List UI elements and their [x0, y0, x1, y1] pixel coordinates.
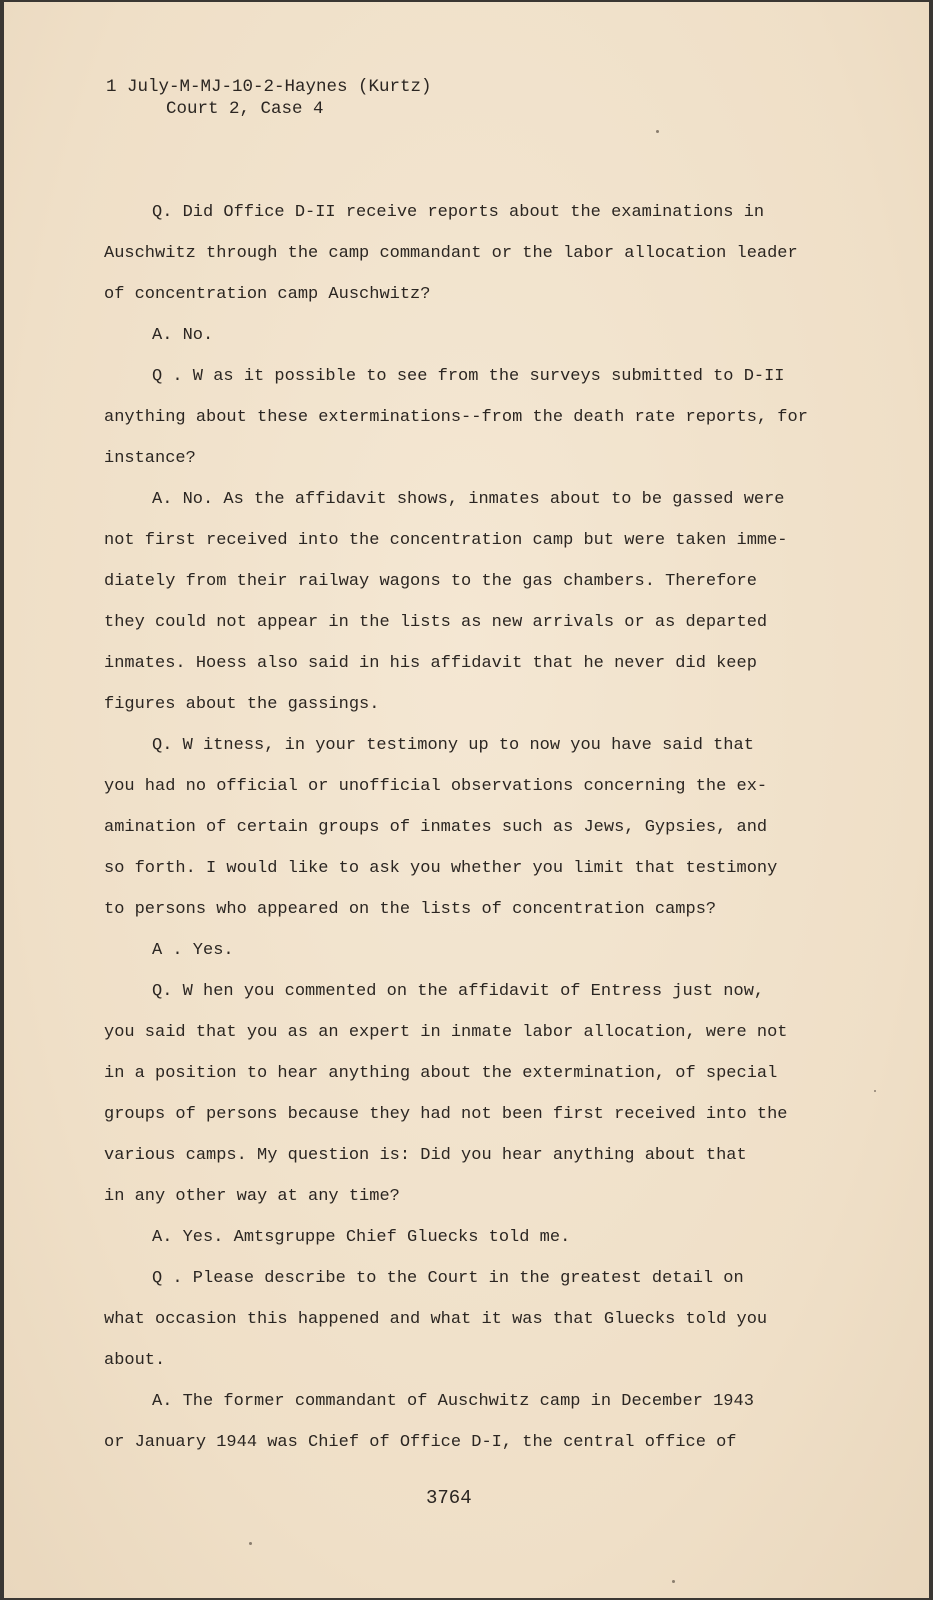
text-line: instance? [104, 449, 196, 468]
text-line: figures about the gassings. [104, 695, 380, 714]
text-line: or January 1944 was Chief of Office D-I, the central office of [104, 1433, 737, 1452]
qa-paragraph [104, 1381, 804, 1463]
text-line: A. Yes. Amtsgruppe Chief Gluecks told me. [152, 1228, 571, 1247]
qa-paragraph [104, 1258, 804, 1381]
text-line: in any other way at any time? [104, 1187, 400, 1206]
paper-speck [672, 1580, 675, 1583]
text-line: you had no official or unofficial observations concerning the ex- [104, 777, 768, 796]
document-page [4, 2, 929, 1598]
qa-paragraph [104, 356, 808, 479]
text-line: Q . W as it possible to see from the surveys submitted to D-II [152, 367, 785, 386]
text-line: what occasion this happened and what it was that Gluecks told you [104, 1310, 768, 1329]
text-line: A. The former commandant of Auschwitz camp in December 1943 [152, 1392, 754, 1411]
text-line: Auschwitz through the camp commandant or the labor allocation leader [104, 244, 798, 263]
header-line-1: 1 July-M-MJ-10-2-Haynes (Kurtz) [106, 77, 432, 97]
text-line: diately from their railway wagons to the gas chambers. Therefore [104, 572, 757, 591]
paper-speck [249, 1542, 252, 1545]
text-line: Q . Please describe to the Court in the greatest detail on [152, 1269, 744, 1288]
paper-speck [874, 1090, 876, 1092]
text-line: you said that you as an expert in inmate labor allocation, were not [104, 1023, 788, 1042]
qa-paragraph [104, 479, 804, 725]
transcript-body [104, 192, 808, 1463]
text-line: Q. W itness, in your testimony up to now you have said that [152, 736, 754, 755]
text-line: about. [104, 1351, 166, 1370]
text-line: Q. W hen you commented on the affidavit of Entress just now, [152, 982, 765, 1001]
text-line: A. No. [152, 326, 214, 345]
text-line: they could not appear in the lists as new arrivals or as departed [104, 613, 768, 632]
text-line: so forth. I would like to ask you whether you limit that testimony [104, 859, 778, 878]
qa-paragraph [104, 930, 804, 971]
text-line: amination of certain groups of inmates such as Jews, Gypsies, and [104, 818, 768, 837]
text-line: in a position to hear anything about the extermination, of special [104, 1064, 778, 1083]
text-line: inmates. Hoess also said in his affidavit that he never did keep [104, 654, 757, 673]
text-line: of concentration camp Auschwitz? [104, 285, 431, 304]
qa-paragraph [104, 315, 804, 356]
text-line: to persons who appeared on the lists of concentration camps? [104, 900, 717, 919]
text-line: Q. Did Office D-II receive reports about the examinations in [152, 203, 765, 222]
qa-paragraph [104, 971, 804, 1217]
text-line: not first received into the concentration camp but were taken imme- [104, 531, 788, 550]
text-line: various camps. My question is: Did you hear anything about that [104, 1146, 747, 1165]
header [106, 76, 432, 120]
text-line: groups of persons because they had not been first received into the [104, 1105, 788, 1124]
header-line-2: Court 2, Case 4 [166, 99, 324, 119]
text-line: A. No. As the affidavit shows, inmates about to be gassed were [152, 490, 785, 509]
qa-paragraph [104, 192, 804, 315]
qa-paragraph [104, 725, 804, 930]
paper-speck [656, 130, 659, 133]
text-line: A . Yes. [152, 941, 234, 960]
qa-paragraph [104, 1217, 804, 1258]
page-number: 3764 [426, 1487, 472, 1509]
text-line: anything about these exterminations--from the death rate reports, for [104, 408, 808, 427]
